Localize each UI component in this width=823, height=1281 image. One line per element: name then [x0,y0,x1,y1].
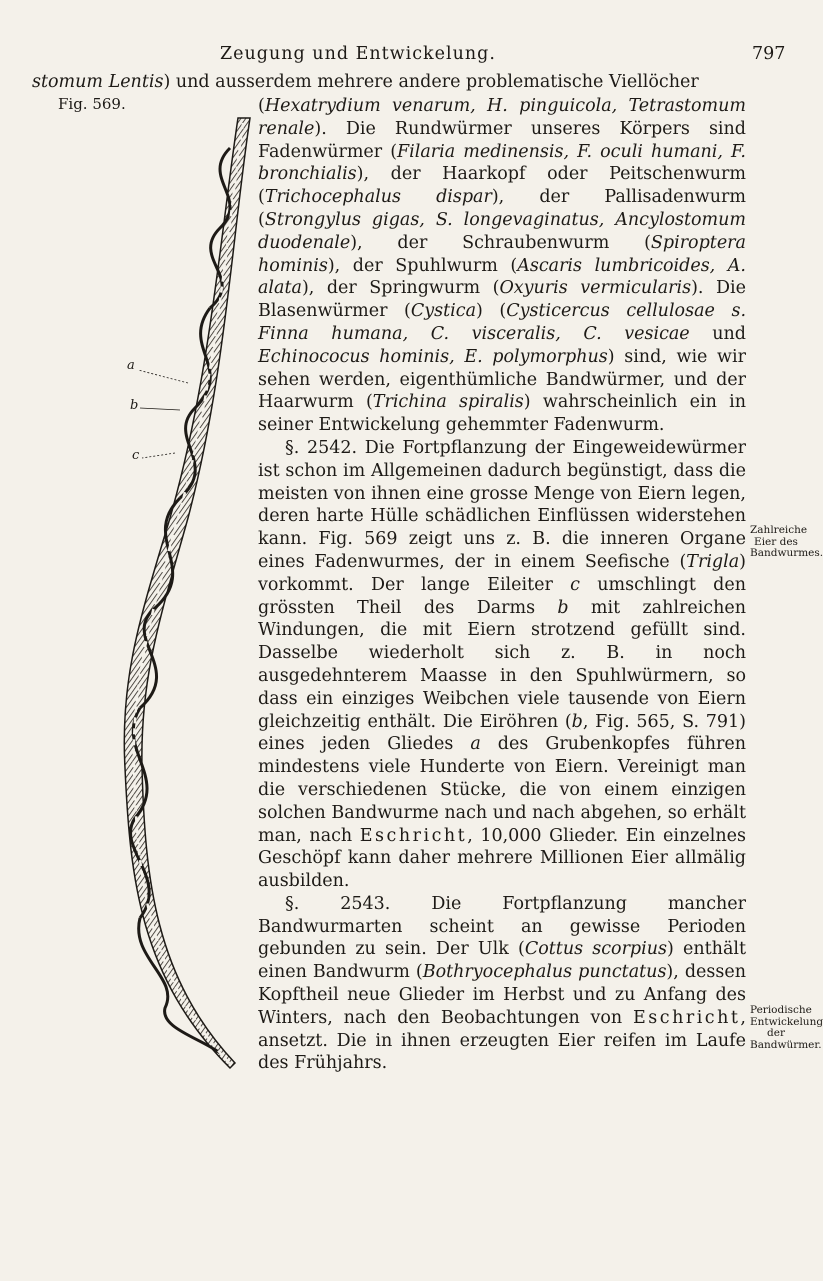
species-name: Strongylus gigas, S. longevaginatus, Ancylostomum duodenale [258,209,746,253]
species-name: Hexatrydium venarum, H. pinguicola, Tetrastomum renale [258,96,746,139]
species-name: Trichina spiralis [372,392,524,413]
text-run: ), der Haarkopf oder Peitschenwurm ( [258,164,746,208]
text-run: mit zahlreichen Windungen, die mit Eiern strotzend gefüllt sind. Dasselbe wiederholt sich z. B. in noch ausgedehnterem Maasse in den Spuhlwürmern, so dass ein einziges Weibchen viele tausende von Eiern gleichzeitig enthält. Die Eiröhren ( [258,597,746,732]
margin-note-eggs: Zahlreiche Eier des Bandwurmes. [750,524,823,559]
text-run: und [689,323,746,344]
text-run: ) ( [476,301,507,322]
figure-letter-a: a [127,358,135,373]
species-name: Spiroptera hominis [258,232,746,276]
page-number: 797 [752,44,786,64]
running-title: Zeugung und Entwickelung. [220,44,496,64]
text-run: ) sind, wie wir sehen werden, eigenthümliche Bandwürmer, und der Haarwurm ( [258,346,746,413]
text-run: , 10,000 Glieder. Ein einzelnes Geschöpf kann daher mehrere Millionen Eier allmälig ausbilden. [258,825,746,892]
figure-ref-letter: c [570,574,580,595]
species-name: Oxyuris vermicularis [499,278,692,299]
text-run: ). Die Blasenwürmer ( [258,278,746,322]
text-run: ), der Schraubenwurm ( [350,232,651,253]
paragraph-2 [258,437,746,893]
text-run: ( [258,96,265,116]
paragraph-1 [258,95,746,437]
species-name: Cottus scorpius [524,939,667,960]
worm-body-outline [124,118,250,1068]
text-run: umschlingt den grössten Theil des Darms [258,574,746,618]
worm-illustration [60,118,260,1118]
figure-569 [60,118,260,1118]
text-run: ) vorkommt. Der lange Eileiter [258,551,746,595]
text-run: ), der Spuhlwurm ( [327,255,518,276]
figure-ref-letter: b [557,597,569,618]
species-name: Ascaris lumbricoides, A. alata [258,255,746,299]
body-text [258,95,746,1075]
author-name: Eschricht [633,1007,741,1028]
text-run: ). Die Rundwürmer unseres Körpers sind Fadenwürmer ( [258,118,746,162]
text-run: ), dessen Kopftheil neue Glieder im Herbst und zu Anfang des Winters, nach den Beobachtungen von [258,962,746,1028]
first-line-rest: ) und ausserdem mehrere andere problematische Viellöcher [163,72,699,92]
species-name: Trigla [686,551,740,572]
text-run: ), der Springwurm ( [301,278,500,299]
species-name: Cystica [410,301,476,322]
first-line-italic: stomum Lentis [32,72,164,92]
species-name: Bothryocephalus punctatus [422,962,667,983]
species-name: Cysticercus cellulosae s. Finna humana, C. visceralis, C. vesicae [258,301,747,344]
first-line [32,72,699,92]
paragraph-3 [258,893,746,1075]
species-name: Echinococus hominis, E. polymorphus [258,346,608,367]
text-run: §. 2543. Die Fortpflanzung mancher Bandwurmarten scheint an gewisse Perioden gebunden zu sein. Der Ulk ( [258,893,746,960]
figure-letter-c: c [132,448,140,463]
author-name: Eschricht [359,825,468,846]
text-run: des Grubenkopfes führen mindestens viele Hunderte von Eiern. Vereinigt man die verschiedenen Stücke, die von einem einzigen solchen Bandwurme nach und nach abgehen, so erhält man, nach [258,734,746,846]
figure-caption: Fig. 569. [58,95,126,113]
text-run: ), der Pallisadenwurm ( [258,187,747,230]
text-run: ) wahrscheinlich ein in seiner Entwickelung gehemmter Fadenwurm. [258,392,747,436]
text-run: ) enthält einen Bandwurm ( [258,939,747,983]
figure-ref-letter: b [571,711,583,732]
species-name: Filaria medinensis, F. oculi humani, F. bronchialis [258,141,746,185]
figure-ref-letter: a [470,734,481,755]
figure-letter-b: b [130,398,139,413]
margin-note-periodic: Periodische Entwickelung der Bandwürmer. [750,1004,823,1051]
text-run: , Fig. 565, S. 791) eines jeden Gliedes [258,711,746,755]
running-header [0,44,801,68]
species-name: Trichocephalus dispar [264,187,492,208]
text-run: §. 2542. Die Fortpflanzung der Eingeweidewürmer ist schon im Allgemeinen dadurch begünstigt, dass die meisten von ihnen eine grosse Menge von Eiern legen, deren harte Hülle schädlichen Einflüssen widerstehen kann. Fig. 569 zeigt uns z. B. die inneren Organe eines Fadenwurmes, der in einem Seefische ( [258,437,746,572]
text-run: , ansetzt. Die in ihnen erzeugten Eier reifen im Laufe des Frühjahrs. [258,1007,746,1074]
